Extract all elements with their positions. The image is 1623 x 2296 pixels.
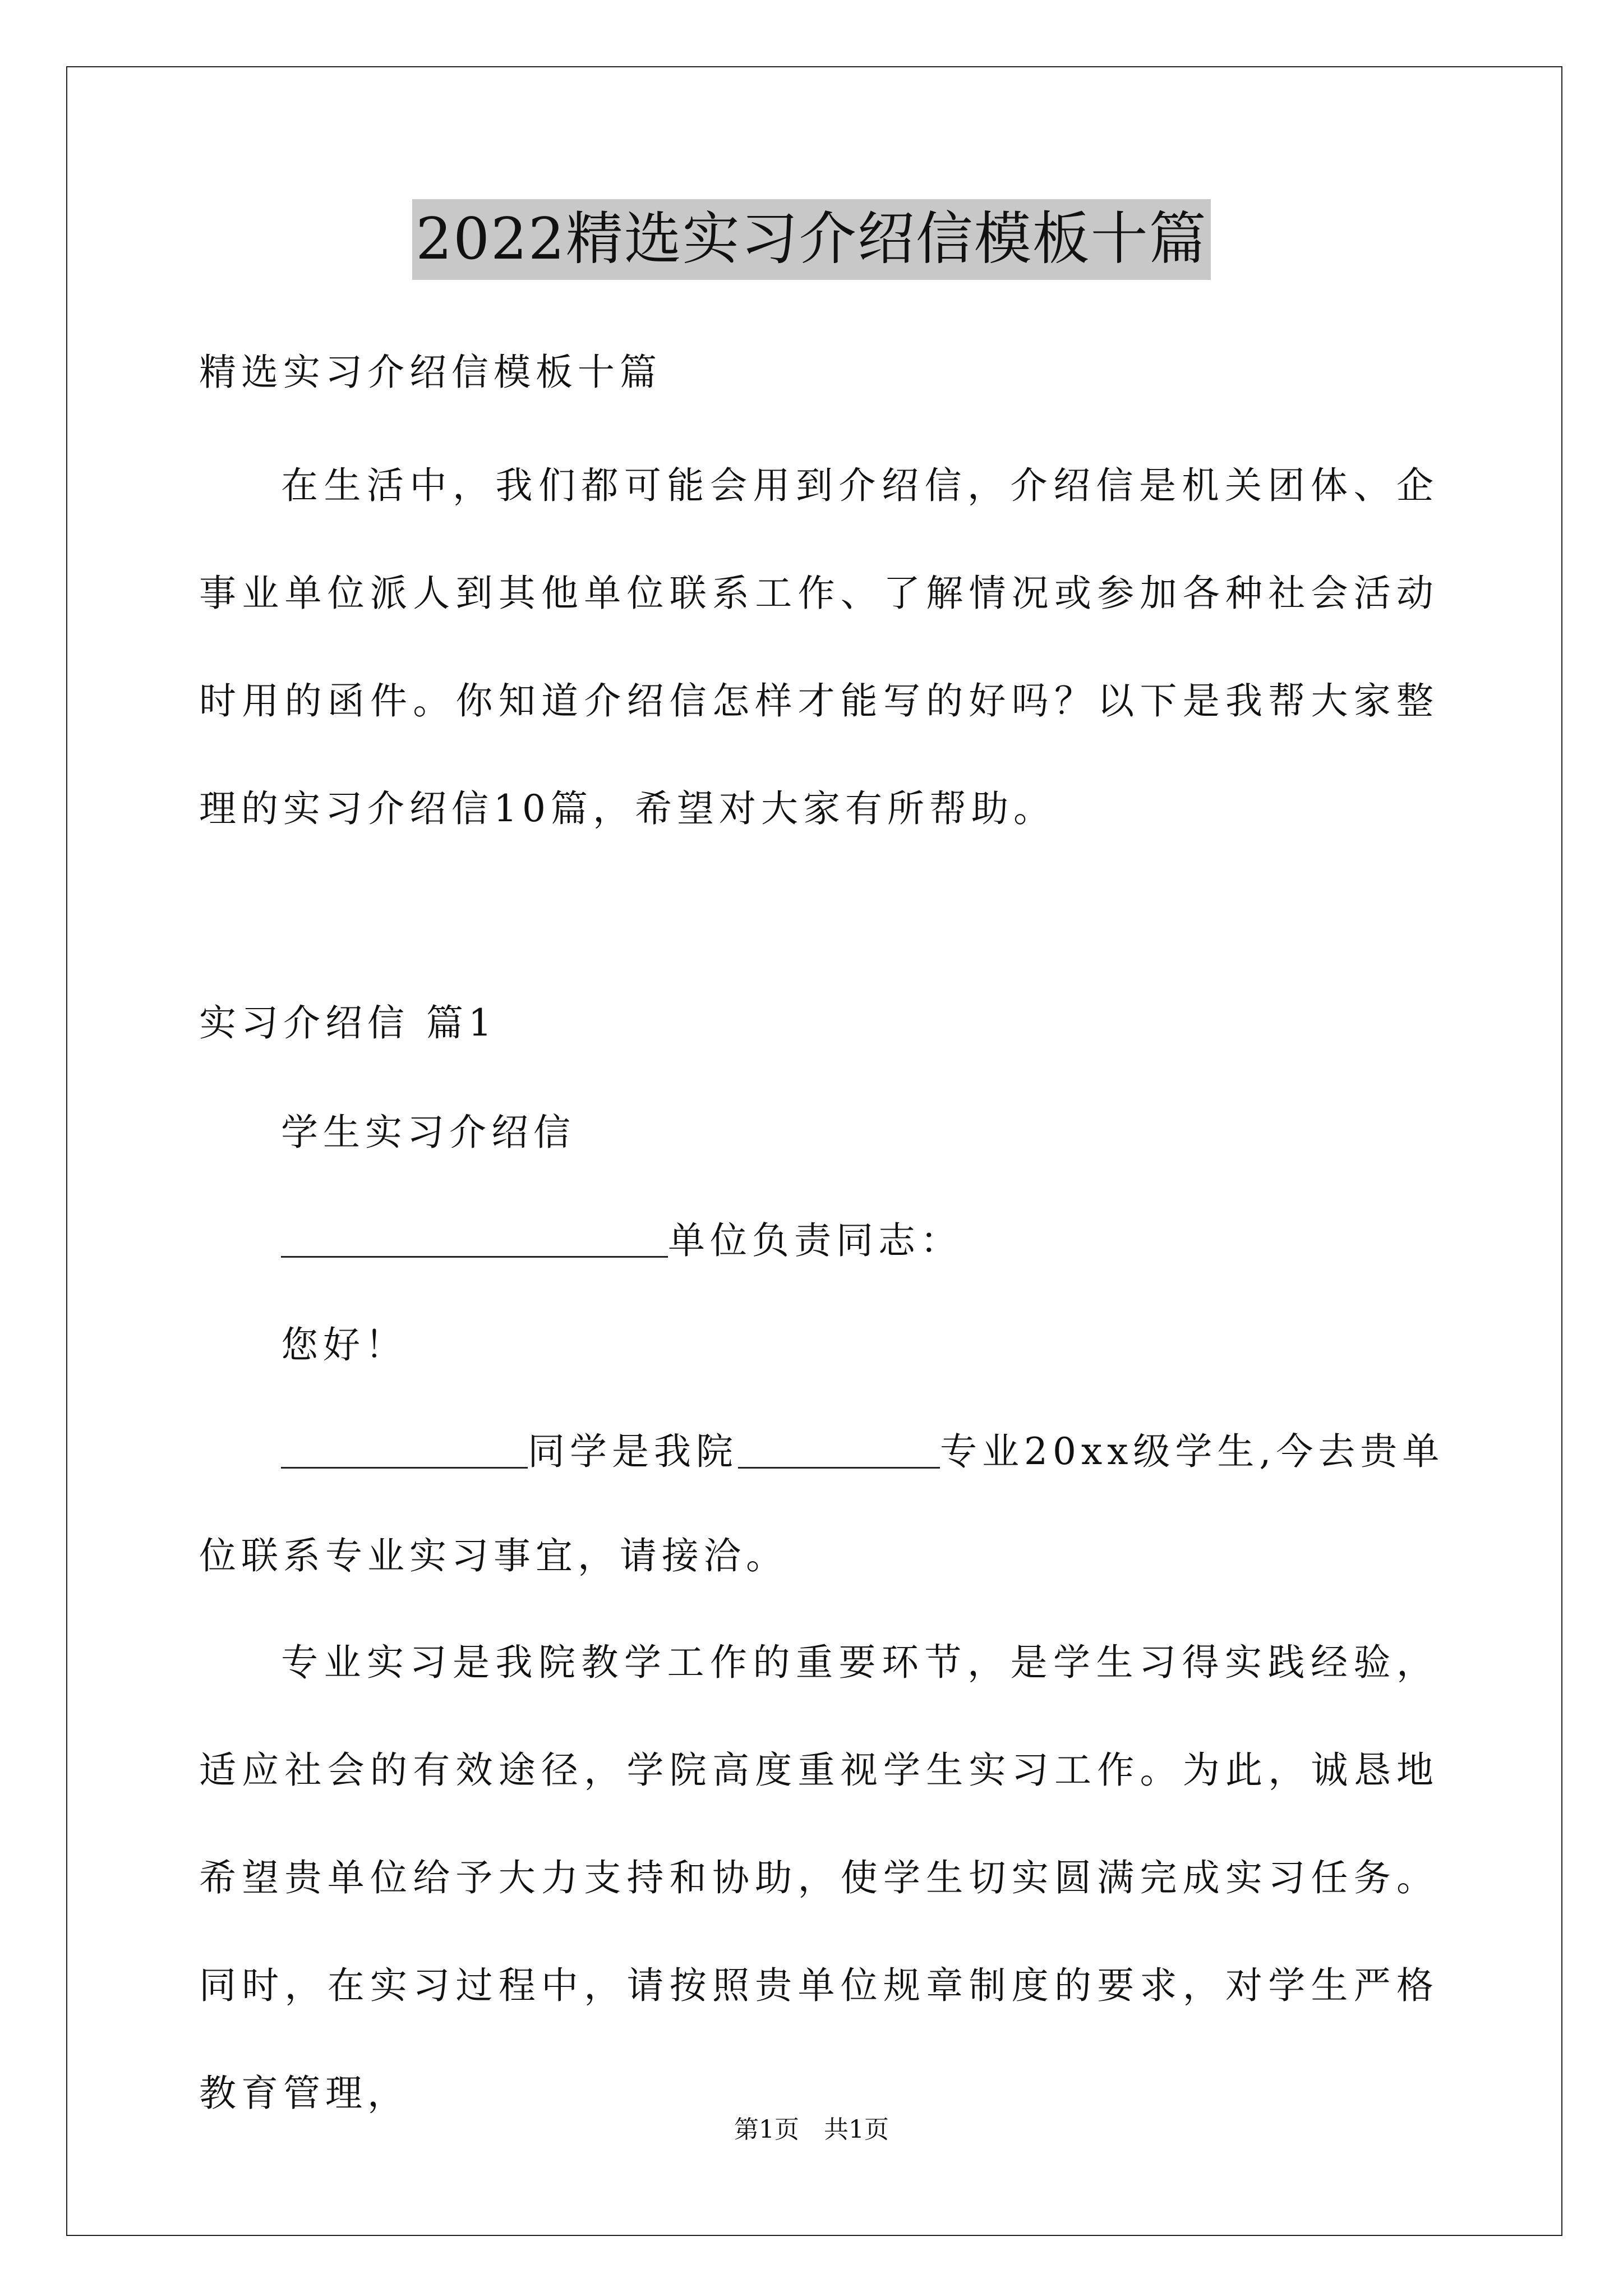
- student-line-2: 位联系专业实习事宜，请接洽。: [199, 1534, 788, 1577]
- document-title-wrap: [0, 199, 1623, 280]
- student-line: [281, 1421, 1444, 1475]
- student-text-2: 专业20xx级学生,今去贵单: [940, 1430, 1445, 1473]
- student-text-1: 同学是我院: [528, 1430, 738, 1473]
- body-paragraph: 专业实习是我院教学工作的重要环节，是学生习得实践经验，适应社会的有效途径，学院高度重视学生实习工作。为此，诚恳地希望贵单位给予大力支持和协助，使学生切实圆满完成实习任务。同时，在实习过程中，请按照贵单位规章制度的要求，对学生严格教育管理，: [199, 1641, 1438, 2115]
- major-blank: [738, 1430, 940, 1469]
- document-title: 2022精选实习介绍信模板十篇: [412, 199, 1211, 280]
- section-heading: 实习介绍信 篇1: [199, 1001, 497, 1045]
- recipient-blank: [281, 1219, 668, 1258]
- intro-paragraph: 在生活中，我们都可能会用到介绍信，介绍信是机关团体、企事业单位派人到其他单位联系工作、了解情况或参加各种社会活动时用的函件。你知道介绍信怎样才能写的好吗？以下是我帮大家整理的实习介绍信10篇，希望对大家有所帮助。: [199, 464, 1438, 830]
- student-name-blank: [281, 1430, 528, 1469]
- page-footer: 第1页 共1页: [734, 2115, 889, 2144]
- salutation-line: [281, 1211, 962, 1264]
- document-subtitle: 精选实习介绍信模板十篇: [199, 351, 662, 394]
- greeting: 您好！: [281, 1323, 407, 1366]
- letter-title: 学生实习介绍信: [281, 1111, 575, 1154]
- salutation-text: 单位负责同志：: [668, 1219, 962, 1262]
